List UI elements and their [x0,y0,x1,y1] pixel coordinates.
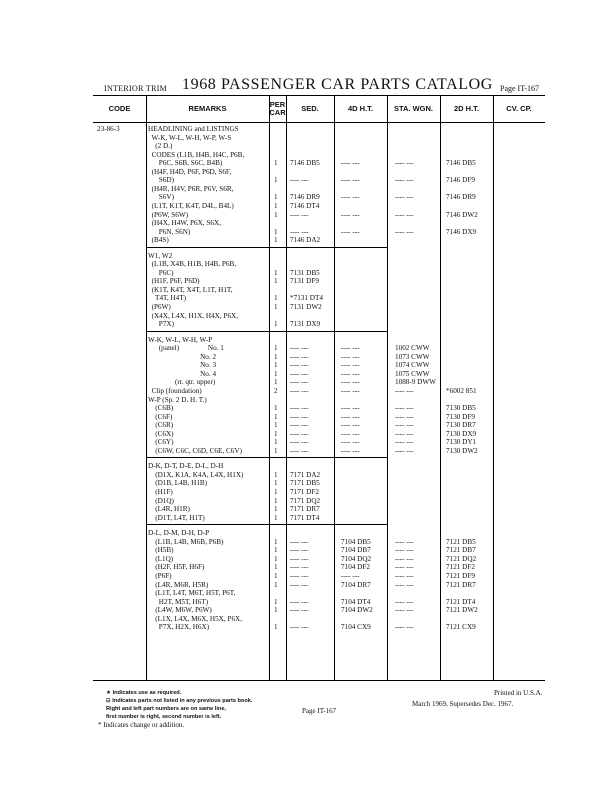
cell-sed: ---- --- [290,386,309,395]
cell-remark: (P6F) [148,571,172,580]
cell-per: 1 [274,429,278,438]
cell-hd4: 7104 DB7 [341,546,371,555]
cell-remark: W-K, W-L, W-H, W-P [148,335,213,344]
cell-sta: ---- --- [395,623,414,632]
cell-hd2: 7121 DW2 [446,606,478,615]
cell-sta: ---- --- [395,554,414,563]
cell-sed: ---- --- [290,227,309,236]
cell-sta: ---- --- [395,571,414,580]
cell-sed: ---- --- [290,446,309,455]
cell-per: 1 [274,227,278,236]
cell-remark: P6N, S6N) [148,227,191,236]
cell-sta: ---- --- [395,580,414,589]
cell-per: 1 [274,369,278,378]
footnote-right-left-2: first number is right, second number is left. [106,714,222,720]
cell-sed: ---- --- [290,404,309,413]
cell-remark: (H4X, H4W, P6X, S6X, [148,219,222,228]
page-number-top: Page IT-167 [500,84,540,93]
col-sed: SED. [301,104,319,113]
cell-hd4: ---- --- [341,404,360,413]
rule-per-car [269,95,270,680]
cell-per: 1 [274,210,278,219]
cell-remark: (H4F, H4D, P6F, P6D, S6F, [148,167,232,176]
cell-sed: ---- --- [290,378,309,387]
cell-remark: (D1T, L4T, H1T) [148,513,205,522]
cell-remark: No. 2 [148,352,217,361]
cell-per: 1 [274,597,278,606]
cell-remark: (L1T, K1T, K4T, D4L, B4L) [148,201,234,210]
cell-hd4: ---- --- [341,429,360,438]
revision-date: March 1969, Supersedes Dec. 1967. [412,700,514,708]
cell-sed: 7131 DF9 [290,277,319,286]
footnote-star: ★ Indicates use as required. [106,690,182,696]
cell-hd2: 7146 DX9 [446,227,477,236]
cell-sta: ---- --- [395,412,414,421]
cell-remark: H2T, M5T, H6T) [148,597,209,606]
cell-per: 1 [274,563,278,572]
cell-sed: ---- --- [290,546,309,555]
cell-sta: ---- --- [395,537,414,546]
cell-hd4: ---- --- [341,159,360,168]
cell-hd4: 7104 CX9 [341,623,371,632]
cell-sta: ---- --- [395,546,414,555]
cell-sta: ---- --- [395,446,414,455]
cell-hd4: 7104 DB5 [341,537,371,546]
cell-per: 1 [274,176,278,185]
cell-sed: 7171 DA2 [290,470,321,479]
cell-sed: 7171 DF2 [290,488,319,496]
cell-hd2: 7121 DT4 [446,597,476,606]
cell-hd2: 7130 DF9 [446,412,475,421]
group-separator [146,247,387,248]
footnote-right-left-1: Right and left part numbers are on same line, [106,706,226,712]
cell-per: 1 [274,623,278,632]
cell-sta: ---- --- [395,227,414,236]
cell-sta: ---- --- [395,438,414,447]
printed-label: Printed in U.S.A. [494,689,543,697]
col-per-car: PER CAR [269,100,286,117]
cell-hd4: ---- --- [341,352,360,361]
cell-hd2: 7121 DB5 [446,537,476,546]
cell-sed: 7131 DW2 [290,303,322,311]
cell-sta: ---- --- [395,193,414,202]
cell-sta: ---- --- [395,210,414,219]
cell-remark: (L4R, H1R) [148,505,190,514]
cell-sed: ---- --- [290,421,309,430]
rule-remarks [146,95,147,680]
cell-sed: 7131 DX9 [290,320,321,329]
cell-remark: (D1X, K1A, K4A, L4X, H1X) [148,470,244,479]
cell-hd2: 7146 DF9 [446,176,475,185]
cell-hd2: 7121 DB7 [446,546,476,555]
rule-sed [286,95,287,680]
cell-remark: (2 D.) [148,142,173,151]
cell-per: 1 [274,320,278,329]
cell-per: 1 [274,479,278,488]
cell-remark: No. 4 [148,369,217,378]
cell-sed: 7146 DB5 [290,159,320,168]
cell-sed: ---- --- [290,580,309,589]
part-code: 23-86-3 [97,125,120,133]
cell-per: 2 [274,386,278,395]
cell-sed: 7146 DR9 [290,193,320,202]
footnote-box: ⊟ Indicates parts not listed in any previous parts book. [106,698,253,704]
cell-remark: D-L, D-M, D-H, D-P [148,529,210,538]
cell-sed: 7131 DB5 [290,268,320,277]
cell-hd4: ---- --- [341,386,360,395]
cell-hd4: ---- --- [341,361,360,370]
cell-remark: P6C) [148,268,174,277]
cell-sta: ---- --- [395,176,414,185]
cell-hd4: 7104 DQ2 [341,554,372,563]
cell-per: 1 [274,344,278,353]
cell-hd2: 7121 DF9 [446,571,475,580]
cell-remark: (rr. qtr. upper) [148,378,216,387]
cell-sed: ---- --- [290,438,309,447]
cell-per: 1 [274,606,278,615]
cell-remark: (L1T, L4T, M6T, H5T, P6T, [148,589,236,598]
cell-hd2: 7146 DR9 [446,193,476,202]
cell-per: 1 [274,580,278,589]
cell-sed: ---- --- [290,369,309,378]
cell-sta: 1088-9 DWW [395,378,436,387]
page-number-bottom: Page IT-167 [302,707,337,715]
rule-2dht [440,95,441,680]
cell-sed: ---- --- [290,429,309,438]
cell-per: 1 [274,193,278,202]
table-header [93,95,545,123]
cell-per: 1 [274,546,278,555]
cell-remark: HEADLINING and LISTINGS [148,125,239,133]
col-code: CODE [108,104,131,113]
cell-per: 1 [274,421,278,430]
group-separator [146,524,387,525]
cell-remark: D-K, D-T, D-E, D-L, D-H [148,462,224,471]
cell-sta: 1075 CWW [395,369,430,378]
group-separator [146,331,387,332]
cell-remark: (K1T, K4T, X4T, L1T, H1T, [148,285,233,294]
rule-cvcp [493,95,494,680]
cell-per: 1 [274,201,278,210]
cell-per: 1 [274,412,278,421]
cell-hd2: 7121 DR7 [446,580,476,589]
cell-sed: ---- --- [290,537,309,546]
cell-remark: (L1B, X4B, H1B, H4B, P6B, [148,260,237,269]
cell-remark: W1, W2 [148,251,173,260]
cell-remark: (L4R, M6R, H5R) [148,580,209,589]
cell-sed: *7131 DT4 [290,294,323,303]
cell-hd4: 7104 DW2 [341,606,373,615]
cell-per: 1 [274,352,278,361]
cell-per: 1 [274,303,278,311]
catalog-title: 1968 PASSENGER CAR PARTS CATALOG [182,76,493,93]
cell-per: 1 [274,488,278,496]
cell-sed: ---- --- [290,554,309,563]
cell-hd4: ---- --- [341,378,360,387]
cell-hd4: ---- --- [341,369,360,378]
cell-hd4: ---- --- [341,227,360,236]
cell-per: 1 [274,277,278,286]
cell-remark: P7X) [148,320,174,329]
cell-remark: Clip (foundation) [148,386,202,395]
cell-per: 1 [274,505,278,514]
cell-sta: ---- --- [395,597,414,606]
cell-hd2: 7130 DX9 [446,429,477,438]
cell-remark: (L4W, M6W, P6W) [148,606,212,615]
cell-sta: ---- --- [395,404,414,413]
cell-per: 1 [274,294,278,303]
cell-remark: (C6W, C6C, C6D, C6E, C6V) [148,446,242,455]
cell-sed: 7146 DA2 [290,236,321,245]
cell-sed: ---- --- [290,361,309,370]
cell-sed: 7171 DB5 [290,479,320,488]
cell-sed: 7171 DR7 [290,505,320,514]
cell-sed: ---- --- [290,352,309,361]
cell-remark: (C6Y) [148,438,174,447]
cell-remark: W-K, W-L, W-H, W-P, W-S [148,133,232,142]
cell-hd2: *6002 851 [446,386,477,395]
cell-sta: 1073 CWW [395,352,430,361]
cell-sed: ---- --- [290,623,309,632]
cell-per: 1 [274,446,278,455]
cell-hd2: 7130 DW2 [446,446,478,455]
cell-sed: ---- --- [290,606,309,615]
cell-hd4: 7104 DF2 [341,563,370,572]
cell-hd4: ---- --- [341,421,360,430]
cell-per: 1 [274,537,278,546]
cell-remark: (L1X, L4X, M6X, H5X, P6X, [148,614,243,623]
cell-per: 1 [274,268,278,277]
cell-remark: S6D) [148,176,174,185]
table-bottom-rule [93,680,545,681]
cell-sed: ---- --- [290,563,309,572]
cell-sed: 7171 DQ2 [290,496,321,505]
cell-sta: ---- --- [395,606,414,615]
col-4d-ht: 4D H.T. [347,104,373,113]
cell-per: 1 [274,361,278,370]
cell-hd4: ---- --- [341,210,360,219]
cell-hd4: ---- --- [341,344,360,353]
cell-remark: (D1B, L4B, H1B) [148,479,208,488]
cell-per: 1 [274,378,278,387]
cell-remark: (panel) No. 1 [148,344,224,353]
cell-remark: (B4S) [148,236,169,245]
cell-remark: CODES (L1B, H4B, H4C, P6B, [148,150,245,159]
cell-remark: (P6W) [148,303,171,311]
cell-remark: (X4X, L4X, H1X, H4X, P6X, [148,311,239,320]
cell-hd4: 7104 DT4 [341,597,371,606]
cell-sta: ---- --- [395,421,414,430]
cell-hd2: 7130 DB5 [446,404,476,413]
cell-remark: (L1B, L4B, M6B, P6B) [148,537,224,546]
cell-remark: (L1Q) [148,554,174,563]
cell-per: 1 [274,554,278,563]
cell-per: 1 [274,438,278,447]
cell-sed: ---- --- [290,571,309,580]
cell-sta: 1002 CWW [395,344,430,353]
cell-remark: (P6W, S6W) [148,210,189,219]
cell-hd4: ---- --- [341,176,360,185]
cell-sed: 7146 DT4 [290,201,320,210]
col-2d-ht: 2D H.T. [453,104,479,113]
cell-hd4: ---- --- [341,446,360,455]
cell-per: 1 [274,159,278,168]
cell-remark: (C6F) [148,412,173,421]
cell-remark: (C6B) [148,404,174,413]
cell-hd2: 7130 DY1 [446,438,477,447]
cell-remark: No. 3 [148,361,217,370]
cell-sta: ---- --- [395,429,414,438]
cell-per: 1 [274,404,278,413]
rule-4dht [334,95,335,680]
cell-sed: ---- --- [290,412,309,421]
section-label: INTERIOR TRIM [104,84,168,93]
cell-remark: T4T, H4T) [148,294,187,303]
cell-remark: P7X, H2X, H6X) [148,623,210,632]
cell-remark: (D1Q) [148,496,174,505]
cell-sta: ---- --- [395,386,414,395]
cell-remark: (H1F) [148,488,173,496]
cell-remark: W-P (Sp. 2 D. H. T.) [148,395,207,404]
cell-hd4: ---- --- [341,193,360,202]
cell-sta: ---- --- [395,563,414,572]
cell-remark: (H5B) [148,546,174,555]
cell-hd2: 7146 DB5 [446,159,476,168]
cell-remark: (H4R, H4V, P6R, P6V, S6R, [148,184,234,193]
cell-sta: ---- --- [395,159,414,168]
footnote-change: * Indicates change or addition. [98,721,185,729]
cell-remark: (C6R) [148,421,174,430]
cell-hd4: ---- --- [341,571,360,580]
col-cv-cp: CV. CP. [506,104,532,113]
cell-sed: ---- --- [290,210,309,219]
cell-remark: P6C, S6B, S6C, B4B) [148,159,223,168]
cell-hd2: 7121 DQ2 [446,554,477,563]
cell-sed: ---- --- [290,176,309,185]
cell-hd2: 7121 CX9 [446,623,476,632]
col-remarks: REMARKS [188,104,227,113]
cell-remark: (H1F, P6F, P6D) [148,277,200,286]
cell-per: 1 [274,236,278,245]
cell-hd2: 7121 DF2 [446,563,475,572]
cell-remark: (C6X) [148,429,174,438]
cell-sed: ---- --- [290,344,309,353]
cell-remark: S6V) [148,193,174,202]
cell-per: 1 [274,571,278,580]
col-sta-wgn: STA. WGN. [393,104,434,113]
cell-sta: 1074 CWW [395,361,430,370]
cell-hd4: ---- --- [341,412,360,421]
cell-sed: 7171 DT4 [290,513,320,522]
cell-hd2: 7130 DR7 [446,421,476,430]
group-separator [146,457,387,458]
cell-per: 1 [274,513,278,522]
cell-remark: (H2F, H5F, H6F) [148,563,205,572]
cell-hd4: 7104 DR7 [341,580,371,589]
rule-sta [387,95,388,680]
cell-hd2: 7146 DW2 [446,210,478,219]
cell-sed: ---- --- [290,597,309,606]
cell-per: 1 [274,496,278,505]
cell-hd4: ---- --- [341,438,360,447]
cell-per: 1 [274,470,278,479]
